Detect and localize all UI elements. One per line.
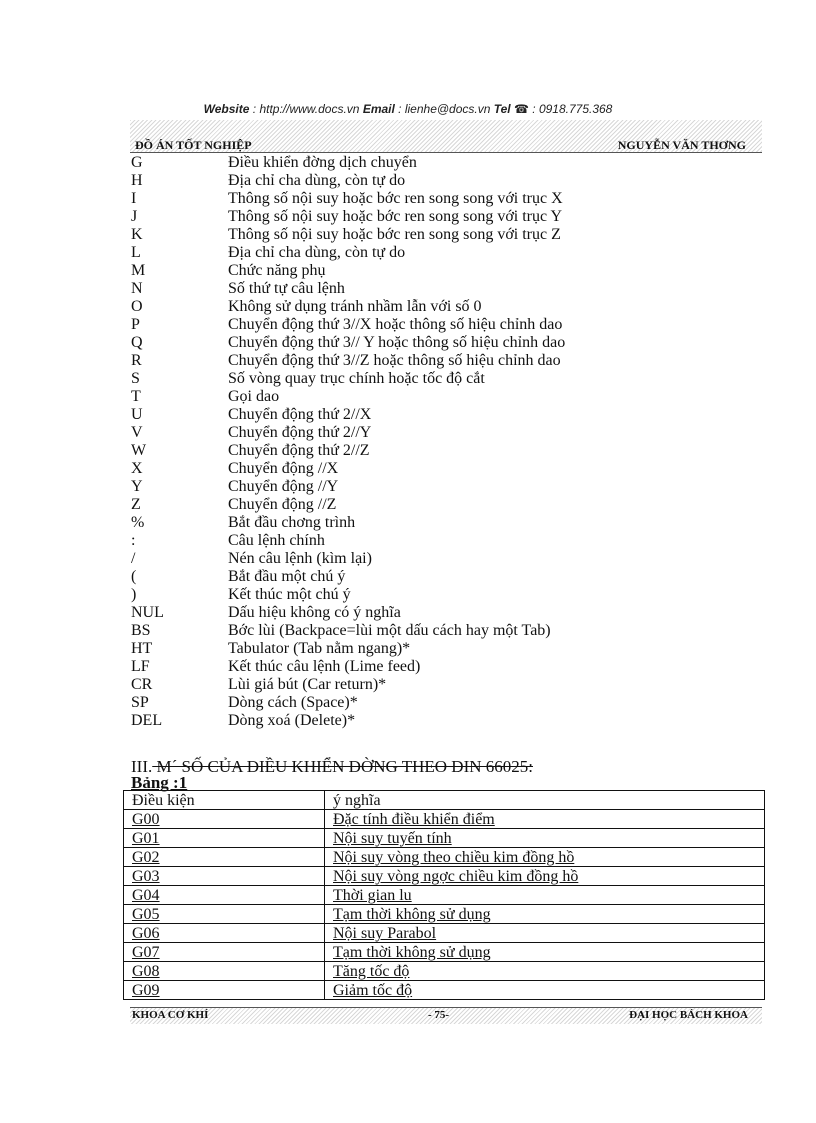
code-description: Câu lệnh chính: [228, 532, 325, 549]
code-description: Dòng cách (Space)*: [228, 694, 358, 711]
code-description: Số vòng quay trục chính hoặc tốc độ cắt: [228, 370, 485, 387]
code-description: Gọi dao: [228, 388, 280, 405]
condition-cell: [124, 981, 325, 1000]
code-description: Kết thúc câu lệnh (Lime feed): [228, 658, 421, 675]
code-row: [131, 406, 565, 424]
code-key: HT: [131, 640, 153, 657]
code-row: [131, 190, 565, 208]
condition-cell: [124, 962, 325, 981]
condition-cell: [124, 829, 325, 848]
g-meaning-cell: Tạm thời không sử dụng: [333, 944, 491, 961]
address-code-list: [131, 154, 565, 730]
code-key: BS: [131, 622, 151, 639]
code-row: [131, 568, 565, 586]
code-key: LF: [131, 658, 150, 675]
code-key: /: [131, 550, 136, 567]
code-description: Chức năng phụ: [228, 262, 326, 279]
code-description: Chuyển động thứ 3//Z hoặc thông số hiệu chỉnh dao: [228, 352, 561, 369]
code-key: T: [131, 388, 141, 405]
g-meaning-cell: Nội suy tuyến tính: [333, 830, 452, 847]
g-code-cell: G04: [132, 887, 160, 904]
code-key: NUL: [131, 604, 164, 621]
code-key: X: [131, 460, 143, 477]
code-key: J: [131, 208, 138, 225]
meaning-cell: [325, 981, 765, 1000]
code-description: Không sử dụng tránh nhầm lẫn với số 0: [228, 298, 482, 315]
code-row: [131, 694, 565, 712]
footer-faculty: KHOA CƠ KHÍ: [132, 1009, 209, 1021]
condition-cell: [124, 943, 325, 962]
condition-cell: [124, 848, 325, 867]
code-key: O: [131, 298, 143, 315]
meaning-cell: [325, 810, 765, 829]
code-row: [131, 640, 565, 658]
g-code-cell: G09: [132, 982, 160, 999]
website-url[interactable]: : http://www.docs.vn: [249, 102, 363, 116]
code-description: Chuyển động //X: [228, 460, 339, 477]
header-left-title: ĐỒ ÁN TỐT NGHIỆP: [135, 138, 252, 152]
code-row: [131, 226, 565, 244]
code-description: Số thứ tự câu lệnh: [228, 280, 345, 297]
code-row: [131, 586, 565, 604]
code-key: (: [131, 568, 137, 585]
table-row: [124, 886, 765, 905]
code-row: [131, 712, 565, 730]
code-row: [131, 658, 565, 676]
g-code-cell: G03: [132, 868, 160, 885]
code-description: Dấu hiệu không có ý nghĩa: [228, 604, 401, 621]
g-meaning-cell: Giảm tốc độ: [333, 982, 413, 999]
table-row: [124, 981, 765, 1000]
code-description: Chuyển động //Z: [228, 496, 337, 513]
condition-cell: [124, 905, 325, 924]
g-code-table: [123, 790, 765, 1000]
g-meaning-cell: Đặc tính điều khiển điểm: [333, 811, 495, 828]
code-description: Chuyển động thứ 3//X hoặc thông số hiệu chỉnh dao: [228, 316, 563, 333]
code-key: Q: [131, 334, 143, 351]
code-key: %: [131, 514, 145, 531]
code-description: Thông số nội suy hoặc bớc ren song song với trục Z: [228, 226, 561, 243]
website-label: Website: [203, 102, 250, 116]
g-code-cell: G01: [132, 830, 160, 847]
code-row: [131, 496, 565, 514]
code-description: Địa chỉ cha dùng, còn tự do: [228, 172, 406, 189]
code-key: N: [131, 280, 143, 297]
section-title: M´ SỐ CỦA ĐIỀU KHIỂN ĐỜNG THEO DIN 66025:: [152, 757, 533, 776]
code-description: Lùi giá bút (Car return)*: [228, 676, 387, 693]
code-row: [131, 604, 565, 622]
condition-cell: [124, 810, 325, 829]
code-row: [131, 514, 565, 532]
meaning-cell: [325, 924, 765, 943]
code-row: [131, 298, 565, 316]
code-row: [131, 244, 565, 262]
code-row: [131, 262, 565, 280]
code-key: SP: [131, 694, 149, 711]
code-key: L: [131, 244, 141, 261]
code-row: [131, 442, 565, 460]
table-row: [124, 905, 765, 924]
g-code-cell: G05: [132, 906, 160, 923]
g-meaning-cell: Nội suy vòng theo chiều kim đồng hồ: [333, 849, 575, 866]
table-caption: Bảng :1: [131, 773, 188, 792]
code-row: [131, 316, 565, 334]
g-code-cell: G07: [132, 944, 160, 961]
meaning-cell: [325, 943, 765, 962]
code-row: [131, 352, 565, 370]
g-code-cell: G02: [132, 849, 160, 866]
code-key: H: [131, 172, 143, 189]
code-row: [131, 280, 565, 298]
code-key: Y: [131, 478, 143, 495]
code-row: [131, 154, 565, 172]
table-row: [124, 943, 765, 962]
table-header-row: [124, 791, 765, 810]
code-description: Bắt đầu một chú ý: [228, 568, 346, 585]
code-key: U: [131, 406, 143, 423]
table-row: [124, 962, 765, 981]
code-description: Chuyển động thứ 2//Y: [228, 424, 372, 441]
code-row: [131, 334, 565, 352]
g-meaning-cell: Tăng tốc độ: [333, 963, 410, 980]
g-code-cell: G00: [132, 811, 160, 828]
section-heading: [131, 757, 533, 777]
tel-number: : 0918.775.368: [528, 102, 613, 116]
code-row: [131, 388, 565, 406]
code-description: Nén câu lệnh (kìm lại): [228, 550, 372, 567]
code-description: Chuyển động thứ 2//X: [228, 406, 372, 423]
code-key: Z: [131, 496, 141, 513]
code-description: Thông số nội suy hoặc bớc ren song song với trục X: [228, 190, 563, 207]
code-key: P: [131, 316, 140, 333]
meaning-cell: [325, 867, 765, 886]
column-header-condition: Điều kiện: [124, 791, 325, 810]
g-meaning-cell: Thời gian lu: [333, 887, 412, 904]
code-row: [131, 622, 565, 640]
code-description: Kết thúc một chú ý: [228, 586, 351, 603]
code-row: [131, 208, 565, 226]
table-row: [124, 810, 765, 829]
table-row: [124, 848, 765, 867]
g-code-cell: G08: [132, 963, 160, 980]
code-description: Bắt đầu chơng trình: [228, 514, 356, 531]
code-row: [131, 460, 565, 478]
code-row: [131, 172, 565, 190]
email-address[interactable]: : lienhe@docs.vn: [394, 102, 494, 116]
code-key: G: [131, 154, 143, 171]
code-row: [131, 532, 565, 550]
code-key: V: [131, 424, 143, 441]
code-key: CR: [131, 676, 153, 693]
code-description: Chuyển động thứ 2//Z: [228, 442, 370, 459]
code-description: Chuyển động //Y: [228, 478, 339, 495]
header-right-author: NGUYỄN VĂN THƠNG: [617, 138, 746, 152]
code-row: [131, 370, 565, 388]
footer-university: ĐẠI HỌC BÁCH KHOA: [629, 1009, 748, 1021]
code-key: :: [131, 532, 136, 549]
g-meaning-cell: Nội suy Parabol: [333, 925, 437, 942]
table-row: [124, 924, 765, 943]
email-label: Email: [362, 102, 395, 116]
code-key: ): [131, 586, 137, 603]
table-row: [124, 829, 765, 848]
code-description: Địa chỉ cha dùng, còn tự do: [228, 244, 406, 261]
meaning-cell: [325, 848, 765, 867]
code-key: M: [131, 262, 146, 279]
page-number: - 75-: [428, 1009, 450, 1021]
code-description: Chuyển động thứ 3// Y hoặc thông số hiệu chỉnh dao: [228, 334, 566, 351]
column-header-meaning: ý nghĩa: [325, 791, 765, 810]
code-description: Bớc lùi (Backpace=lùi một dấu cách hay một Tab): [228, 622, 551, 639]
condition-cell: [124, 886, 325, 905]
code-row: [131, 424, 565, 442]
code-key: DEL: [131, 712, 163, 729]
section-number: III.: [131, 757, 153, 776]
code-key: W: [131, 442, 147, 459]
table-row: [124, 867, 765, 886]
code-row: [131, 550, 565, 568]
code-key: I: [131, 190, 137, 207]
meaning-cell: [325, 886, 765, 905]
code-row: [131, 478, 565, 496]
code-description: Điều khiển đờng dịch chuyển: [228, 154, 417, 171]
code-key: R: [131, 352, 142, 369]
website-contact-bar: [0, 102, 816, 116]
meaning-cell: [325, 962, 765, 981]
code-description: Tabulator (Tab nằm ngang)*: [228, 640, 411, 657]
tel-label: Tel ☎: [493, 102, 529, 116]
condition-cell: [124, 867, 325, 886]
code-key: K: [131, 226, 143, 243]
condition-cell: [124, 924, 325, 943]
g-meaning-cell: Nội suy vòng ngợc chiều kim đồng hồ: [333, 868, 579, 885]
g-code-cell: G06: [132, 925, 160, 942]
code-key: S: [131, 370, 140, 387]
code-description: Thông số nội suy hoặc bớc ren song song với trục Y: [228, 208, 563, 225]
code-row: [131, 676, 565, 694]
g-meaning-cell: Tạm thời không sử dụng: [333, 906, 491, 923]
meaning-cell: [325, 829, 765, 848]
code-description: Dòng xoá (Delete)*: [228, 712, 356, 729]
meaning-cell: [325, 905, 765, 924]
